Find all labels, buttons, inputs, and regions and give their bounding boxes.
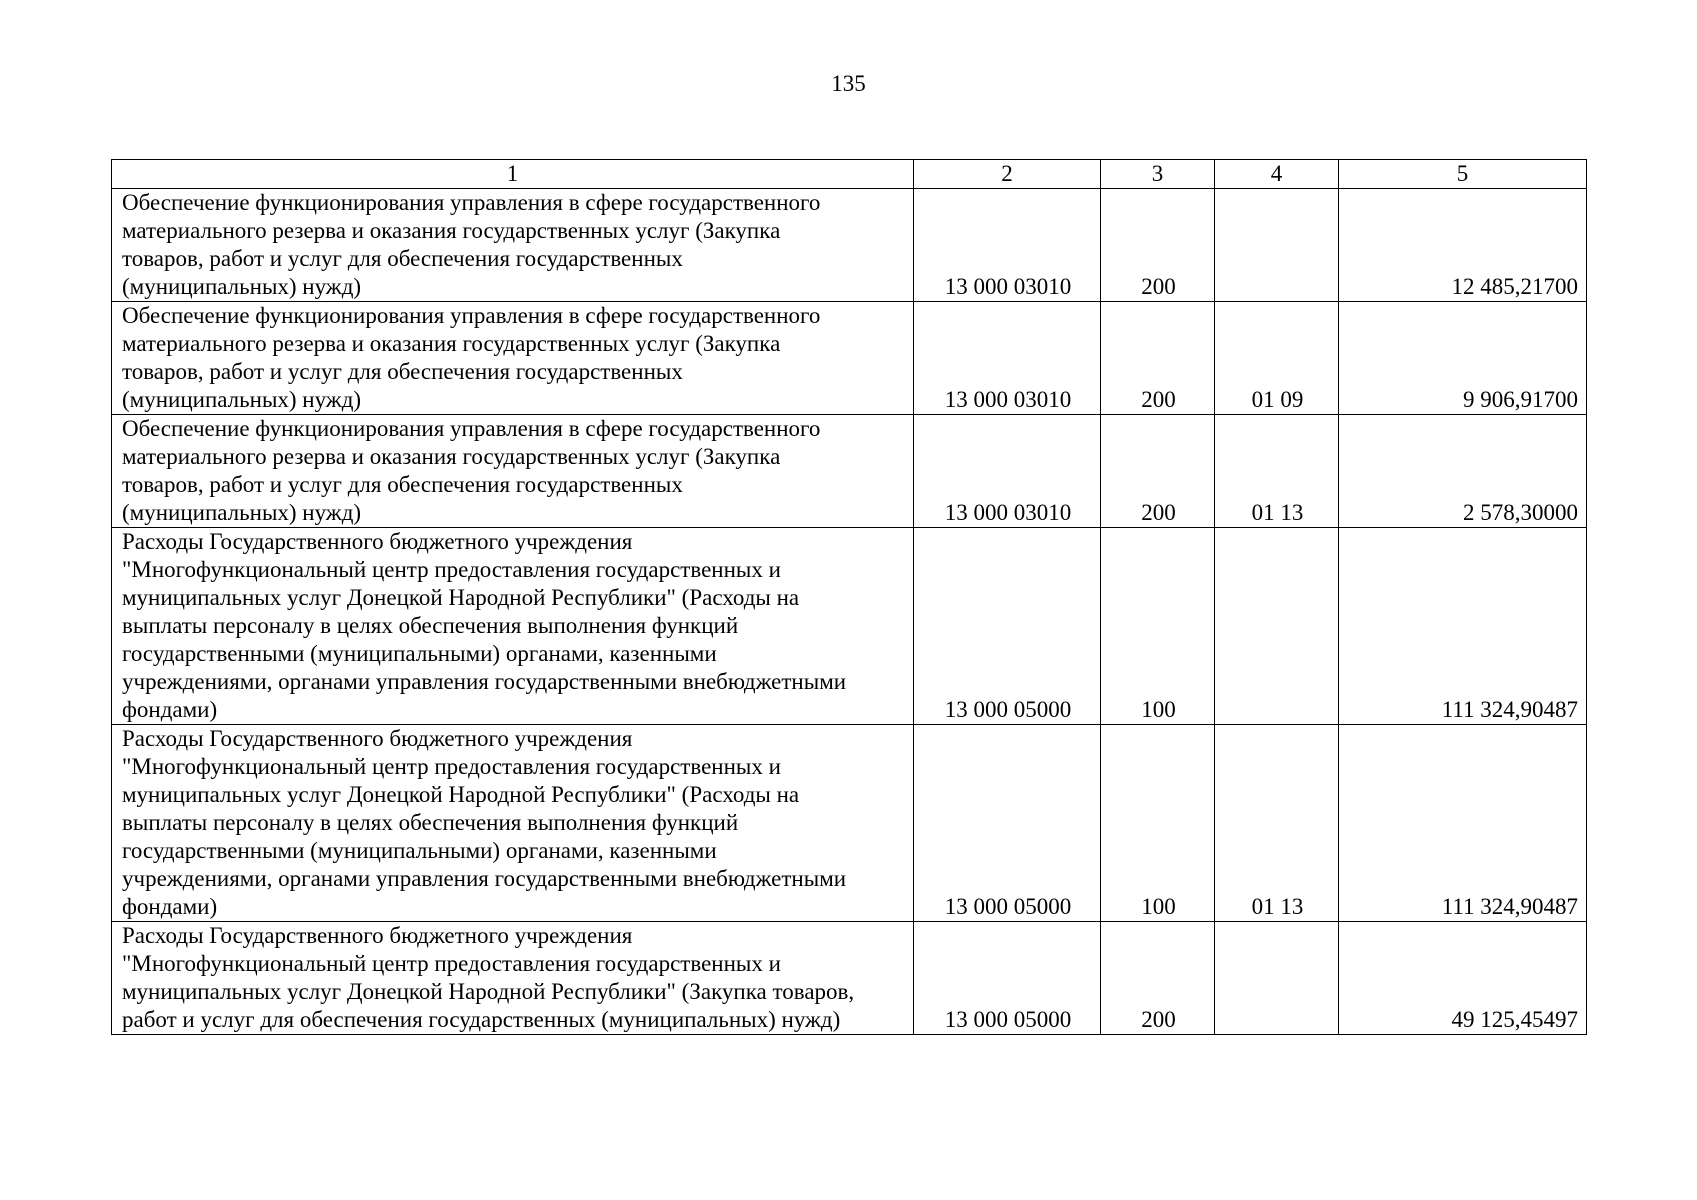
- description-line: материального резерва и оказания государственных услуг (Закупка: [122, 218, 781, 243]
- description-line: учреждениями, органами управления государственными внебюджетными: [122, 866, 847, 891]
- row-section: 01 09: [1215, 302, 1339, 415]
- description-line: (муниципальных) нужд): [122, 500, 362, 525]
- description-line: фондами): [122, 697, 218, 722]
- table-row: [112, 922, 1587, 1035]
- row-description: [112, 528, 914, 725]
- row-description: [112, 189, 914, 302]
- row-section: 01 13: [1215, 415, 1339, 528]
- table-row: [112, 189, 1587, 302]
- description-line: Обеспечение функционирования управления в сфере государственного: [122, 190, 821, 215]
- description-line: фондами): [122, 894, 218, 919]
- row-amount: 9 906,91700: [1339, 302, 1587, 415]
- row-type: 100: [1101, 528, 1215, 725]
- row-section: [1215, 189, 1339, 302]
- description-line: муниципальных услуг Донецкой Народной Республики" (Расходы на: [122, 585, 800, 610]
- table-row: [112, 528, 1587, 725]
- description-line: выплаты персоналу в целях обеспечения выполнения функций: [122, 810, 739, 835]
- header-col-5: 5: [1339, 160, 1587, 189]
- description-line: Расходы Государственного бюджетного учреждения: [122, 529, 633, 554]
- description-line: Обеспечение функционирования управления в сфере государственного: [122, 303, 821, 328]
- row-section: 01 13: [1215, 725, 1339, 922]
- header-col-4: 4: [1215, 160, 1339, 189]
- row-type: 200: [1101, 189, 1215, 302]
- description-line: Расходы Государственного бюджетного учреждения: [122, 923, 633, 948]
- row-code: 13 000 03010: [914, 302, 1101, 415]
- description-line: государственными (муниципальными) органами, казенными: [122, 838, 717, 863]
- description-line: работ и услуг для обеспечения государственных (муниципальных) нужд): [122, 1007, 841, 1032]
- header-row: [112, 160, 1587, 189]
- description-line: (муниципальных) нужд): [122, 387, 362, 412]
- description-line: муниципальных услуг Донецкой Народной Республики" (Расходы на: [122, 782, 800, 807]
- description-line: материального резерва и оказания государственных услуг (Закупка: [122, 331, 781, 356]
- row-amount: 111 324,90487: [1339, 528, 1587, 725]
- header-col-1: 1: [112, 160, 914, 189]
- description-line: товаров, работ и услуг для обеспечения государственных: [122, 472, 683, 497]
- row-type: 200: [1101, 922, 1215, 1035]
- row-code: 13 000 05000: [914, 725, 1101, 922]
- description-line: выплаты персоналу в целях обеспечения выполнения функций: [122, 613, 739, 638]
- description-line: муниципальных услуг Донецкой Народной Республики" (Закупка товаров,: [122, 979, 855, 1004]
- description-line: (муниципальных) нужд): [122, 274, 362, 299]
- table-row: [112, 415, 1587, 528]
- row-code: 13 000 05000: [914, 922, 1101, 1035]
- row-description: [112, 922, 914, 1035]
- row-section: [1215, 922, 1339, 1035]
- row-description: [112, 725, 914, 922]
- row-amount: 2 578,30000: [1339, 415, 1587, 528]
- description-line: государственными (муниципальными) органами, казенными: [122, 641, 717, 666]
- row-type: 100: [1101, 725, 1215, 922]
- row-code: 13 000 03010: [914, 189, 1101, 302]
- row-description: [112, 415, 914, 528]
- description-line: "Многофункциональный центр предоставления государственных и: [122, 754, 781, 779]
- table-row: [112, 302, 1587, 415]
- header-col-3: 3: [1101, 160, 1215, 189]
- row-description: [112, 302, 914, 415]
- row-amount: 111 324,90487: [1339, 725, 1587, 922]
- description-line: материального резерва и оказания государственных услуг (Закупка: [122, 444, 781, 469]
- page-number: 135: [831, 71, 866, 96]
- row-amount: 12 485,21700: [1339, 189, 1587, 302]
- description-line: Обеспечение функционирования управления в сфере государственного: [122, 416, 821, 441]
- description-line: товаров, работ и услуг для обеспечения государственных: [122, 359, 683, 384]
- row-amount: 49 125,45497: [1339, 922, 1587, 1035]
- description-line: учреждениями, органами управления государственными внебюджетными: [122, 669, 847, 694]
- description-line: товаров, работ и услуг для обеспечения государственных: [122, 246, 683, 271]
- row-code: 13 000 03010: [914, 415, 1101, 528]
- description-line: "Многофункциональный центр предоставления государственных и: [122, 557, 781, 582]
- row-type: 200: [1101, 302, 1215, 415]
- row-section: [1215, 528, 1339, 725]
- row-type: 200: [1101, 415, 1215, 528]
- description-line: Расходы Государственного бюджетного учреждения: [122, 726, 633, 751]
- row-code: 13 000 05000: [914, 528, 1101, 725]
- description-line: "Многофункциональный центр предоставления государственных и: [122, 951, 781, 976]
- header-col-2: 2: [914, 160, 1101, 189]
- budget-table: [111, 159, 1587, 1035]
- table-row: [112, 725, 1587, 922]
